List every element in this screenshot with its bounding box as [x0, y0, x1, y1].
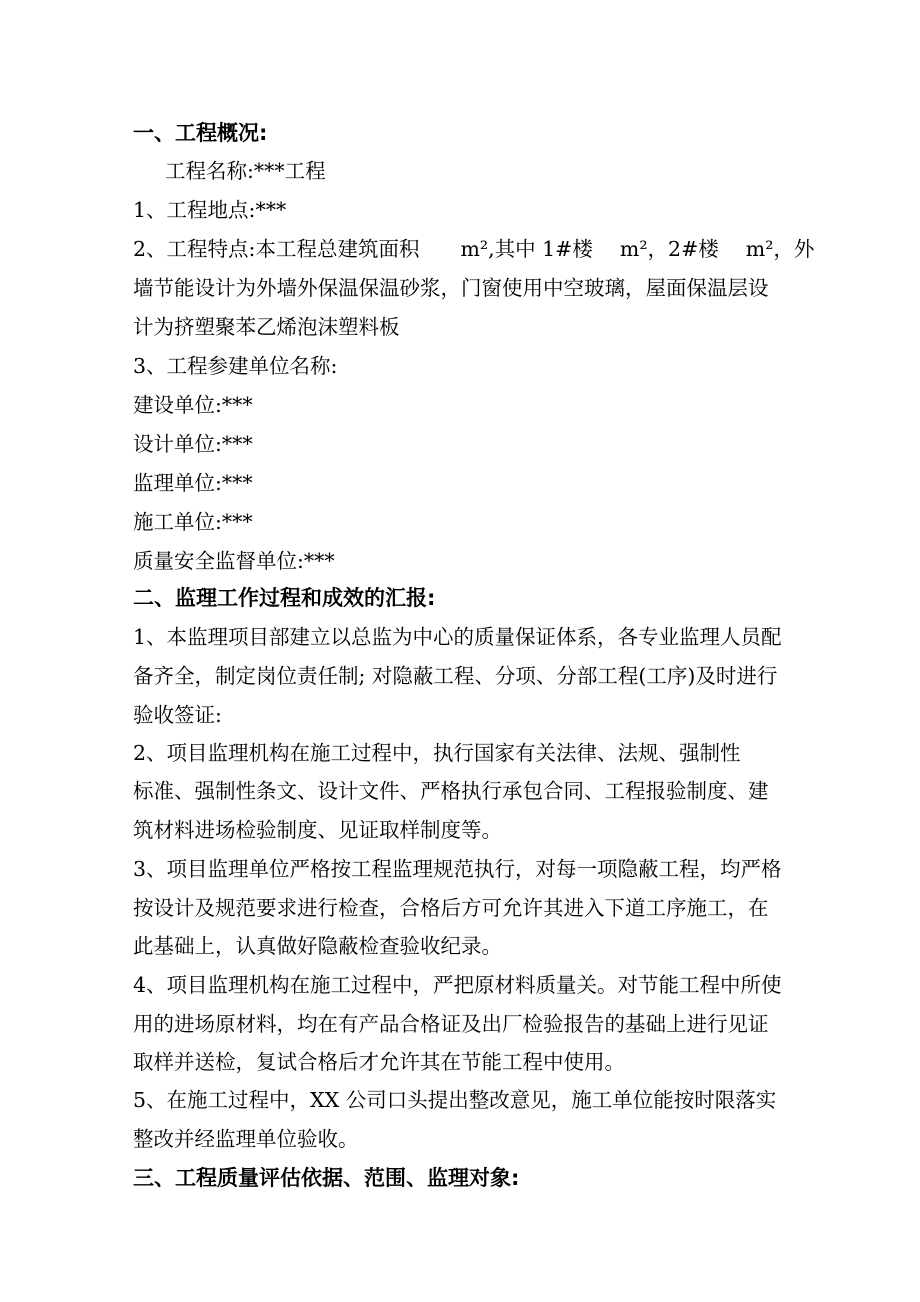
paragraph-line: 按设计及规范要求进行检查，合格后方可允许其进入下道工序施工，在 — [133, 896, 769, 920]
contractor-unit: 施工单位:*** — [133, 510, 253, 534]
supervision-unit: 监理单位:*** — [133, 471, 253, 495]
section-heading: 二、监理工作过程和成效的汇报: — [133, 586, 436, 610]
paragraph-line: 5、在施工过程中，XX 公司口头提出整改意见，施工单位能按时限落实 — [133, 1088, 777, 1112]
paragraph-line: 整改并经监理单位验收。 — [133, 1127, 359, 1151]
paragraph-line: 备齐全，制定岗位责任制; 对隐蔽工程、分项、分部工程(工序)及时进行 — [133, 664, 778, 688]
section-heading: 三、工程质量评估依据、范围、监理对象: — [133, 1166, 520, 1190]
quality-safety-unit: 质量安全监督单位:*** — [133, 549, 335, 573]
paragraph-line: 筑材料进场检验制度、见证取样制度等。 — [133, 818, 502, 842]
paragraph-line: 标准、强制性条文、设计文件、严格执行承包合同、工程报验制度、建 — [133, 779, 769, 803]
paragraph-line: 3、项目监理单位严格按工程监理规范执行，对每一项隐蔽工程，均严格 — [133, 857, 782, 881]
paragraph-line: 用的进场原材料，均在有产品合格证及出厂检验报告的基础上进行见证 — [133, 1012, 769, 1036]
section-heading: 一、工程概况: — [133, 121, 268, 145]
project-name: 工程名称:***工程 — [165, 159, 326, 183]
project-features-line: 2、工程特点:本工程总建筑面积 m²,其中 1#楼 m²，2#楼 m²，外 — [133, 237, 815, 261]
participants-title: 3、工程参建单位名称: — [133, 354, 338, 378]
paragraph-line: 此基础上，认真做好隐蔽检查验收纪录。 — [133, 934, 502, 958]
paragraph-line: 1、本监理项目部建立以总监为中心的质量保证体系，各专业监理人员配 — [133, 625, 782, 649]
paragraph-line: 2、项目监理机构在施工过程中，执行国家有关法律、法规、强制性 — [133, 741, 741, 765]
project-features-line: 墙节能设计为外墙外保温保温砂浆，门窗使用中空玻璃，屋面保温层设 — [133, 276, 769, 300]
paragraph-line: 4、项目监理机构在施工过程中，严把原材料质量关。对节能工程中所使 — [133, 973, 782, 997]
paragraph-line: 取样并送检，复试合格后才允许其在节能工程中使用。 — [133, 1050, 625, 1074]
project-location: 1、工程地点:*** — [133, 198, 287, 222]
project-features-line: 计为挤塑聚苯乙烯泡沫塑料板 — [133, 315, 400, 339]
paragraph-line: 验收签证: — [133, 703, 222, 727]
design-unit: 设计单位:*** — [133, 432, 253, 456]
construction-unit: 建设单位:*** — [133, 393, 253, 417]
